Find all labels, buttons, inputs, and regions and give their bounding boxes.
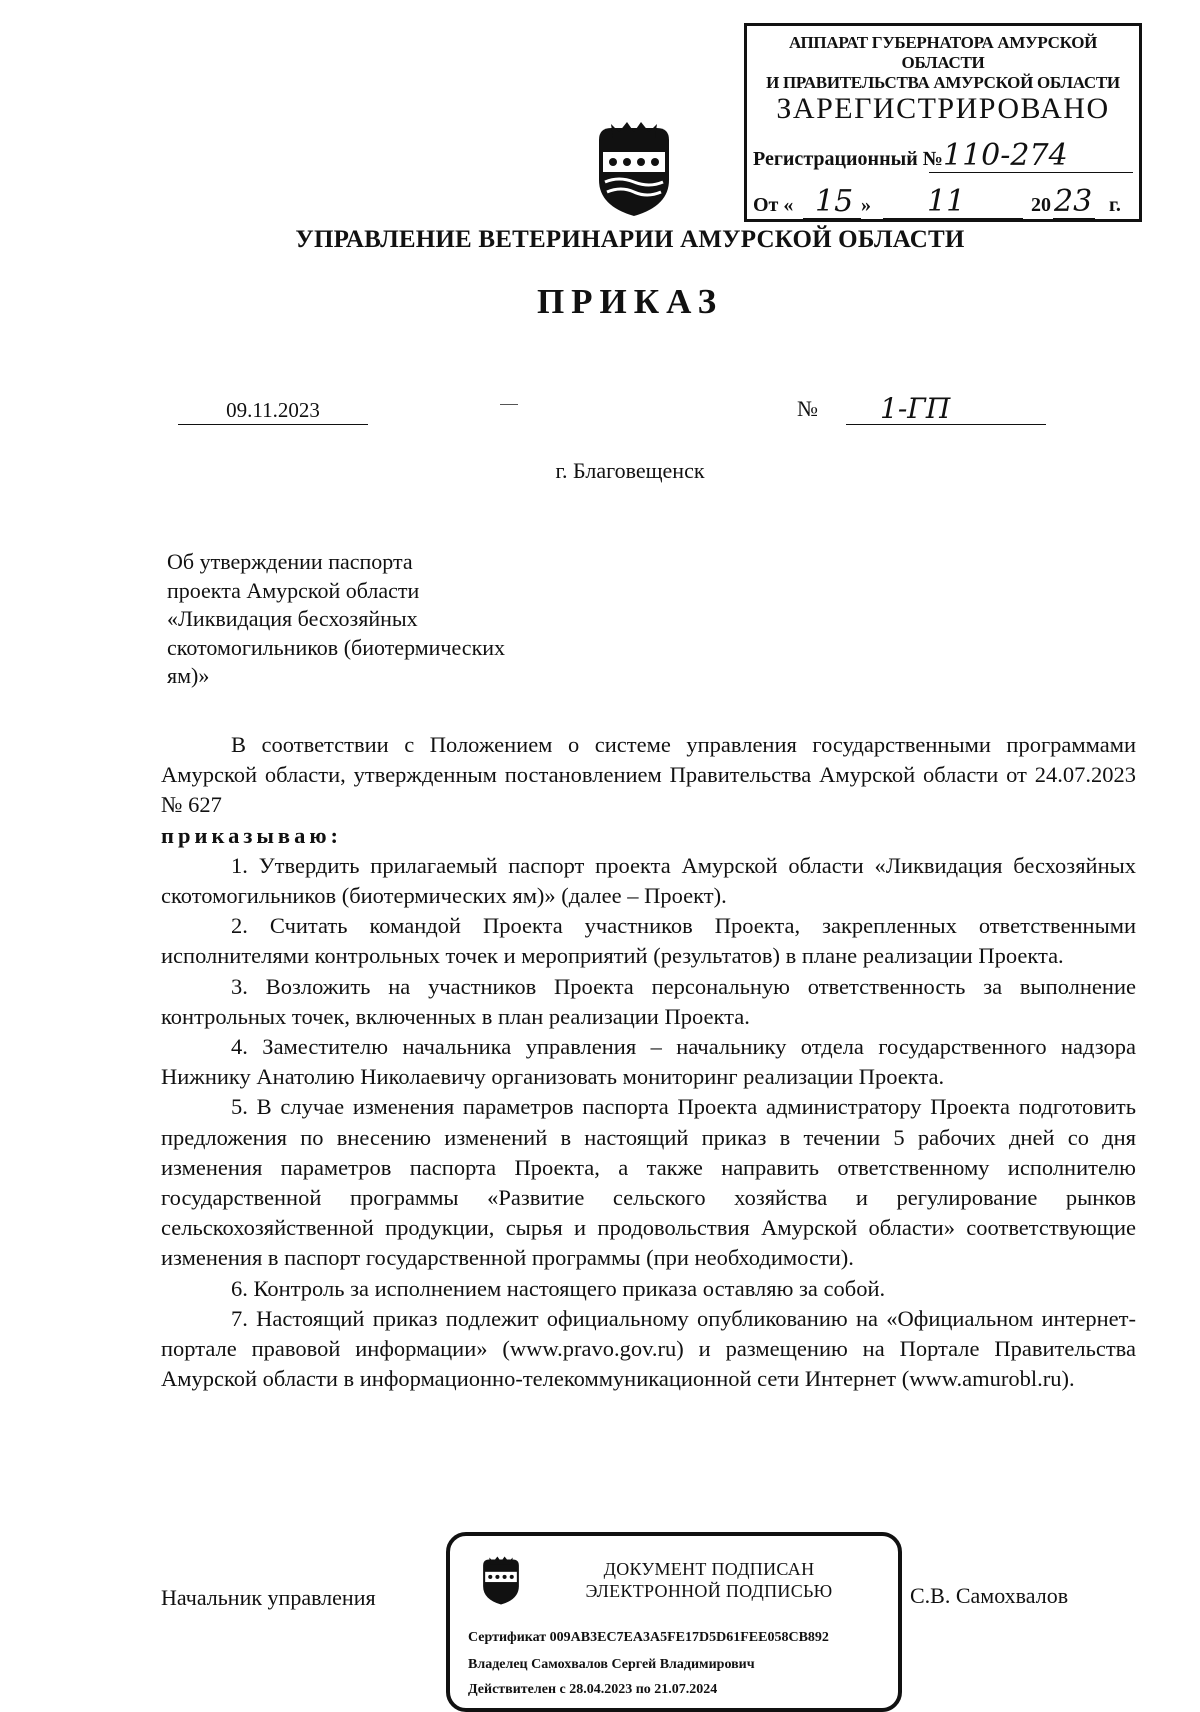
stamp-org-line2: И ПРАВИТЕЛЬСТВА АМУРСКОЙ ОБЛАСТИ xyxy=(766,73,1120,92)
signer-name: С.В. Самохвалов xyxy=(910,1583,1069,1608)
order-item: 6. Контроль за исполнением настоящего приказа оставляю за собой. xyxy=(231,1275,886,1301)
esig-owner: Владелец Самохвалов Сергей Владимирович xyxy=(468,1657,755,1672)
order-item: 3. Возложить на участников Проекта персональную ответственность за выполнение контрольных точек, включенных в план реализации Проекта. xyxy=(161,973,1136,1029)
subject-line: скотомогильников (биотермических xyxy=(167,634,506,660)
order-item: 5. В случае изменения параметров паспорта Проекта администратору Проекта подготовить предложения по внесению изменений в настоящий приказ в течении 5 рабочих дней со дня изменения параметров паспорта Проекта, а также направить ответственному исполнителю государственной программы «Развитие сельского хозяйства и регулирование рынков сельскохозяйственной продукции, сырья и продовольствия Амурской области» соответствующие изменения в паспорт государственной программы (при необходимости). xyxy=(161,1094,1136,1271)
subject-line: проекта Амурской области xyxy=(167,577,420,603)
stamp-quote-close: » xyxy=(861,194,871,216)
subject-line: ям)» xyxy=(167,663,210,688)
stamp-reg-number: 110-274 xyxy=(943,138,1068,173)
order-number: 1-ГП xyxy=(880,392,951,425)
esig-title-line1: ДОКУМЕНТ ПОДПИСАН xyxy=(603,1559,815,1579)
subject-line: Об утверждении паспорта xyxy=(167,549,413,574)
registration-stamp xyxy=(744,23,1142,222)
subject-line: «Ликвидация бесхозяйных xyxy=(167,606,418,631)
order-subject xyxy=(167,548,587,691)
esig-validity: Действителен с 28.04.2023 по 21.07.2024 xyxy=(468,1682,718,1697)
stamp-day: 15 xyxy=(815,184,854,219)
stamp-year-label: г. xyxy=(1109,194,1121,216)
city: г. Благовещенск xyxy=(555,458,705,483)
stamp-organization xyxy=(747,33,1139,93)
organization-name: УПРАВЛЕНИЕ ВЕТЕРИНАРИИ АМУРСКОЙ ОБЛАСТИ xyxy=(295,226,965,253)
esig-title-line2: ЭЛЕКТРОННОЙ ПОДПИСЬЮ xyxy=(585,1581,833,1601)
stamp-org-line1: АППАРАТ ГУБЕРНАТОРА АМУРСКОЙ ОБЛАСТИ xyxy=(788,33,1098,72)
coat-of-arms-icon xyxy=(589,118,679,218)
order-item: 2. Считать командой Проекта участников Проекта, закрепленных ответственными исполнителями контрольных точек и мероприятий (результатов) в плане реализации Проекта. xyxy=(161,913,1136,969)
document-type: ПРИКАЗ xyxy=(536,282,724,321)
order-body xyxy=(161,730,1136,1394)
stamp-month: 11 xyxy=(927,184,966,219)
stamp-reg-label: Регистрационный № xyxy=(753,148,943,170)
stamp-year-suffix: 23 xyxy=(1054,184,1093,219)
order-date: 09.11.2023 xyxy=(178,398,368,425)
order-item: 1. Утвердить прилагаемый паспорт проекта Амурской области «Ликвидация бесхозяйных скотомогильников (биотермических ям)» (далее – Проект). xyxy=(161,852,1136,909)
order-word: приказываю: xyxy=(161,822,343,848)
stamp-from-label: От « xyxy=(753,194,794,216)
coat-of-arms-icon xyxy=(478,1554,524,1606)
divider xyxy=(500,404,518,405)
electronic-signature-stamp xyxy=(446,1532,902,1712)
esig-certificate: Сертификат 009AB3EC7EA3A5FE17D5D61FEE058CB892 xyxy=(468,1630,829,1645)
stamp-year-prefix: 20 xyxy=(1031,194,1051,216)
stamp-title: ЗАРЕГИСТРИРОВАНО xyxy=(776,92,1110,125)
number-sign: № xyxy=(797,396,818,421)
preamble: В соответствии с Положением о системе управления государственными программами Амурской области, утвержденным постановлением Правительства Амурской области от 24.07.2023 № 627 xyxy=(161,732,1136,818)
order-item: 4. Заместителю начальника управления – начальнику отдела государственного надзора Нижнику Анатолию Николаевичу организовать мониторинг реализации Проекта. xyxy=(161,1034,1136,1090)
esig-title xyxy=(530,1558,888,1602)
order-item: 7. Настоящий приказ подлежит официальному опубликованию на «Официальном интернет-портале правовой информации» (www.pravo.gov.ru) и размещению на Портале Правительства Амурской области в информационно-телекоммуникационной сети Интернет (www.amurobl.ru). xyxy=(161,1305,1136,1392)
signer-position: Начальник управления xyxy=(161,1585,376,1610)
